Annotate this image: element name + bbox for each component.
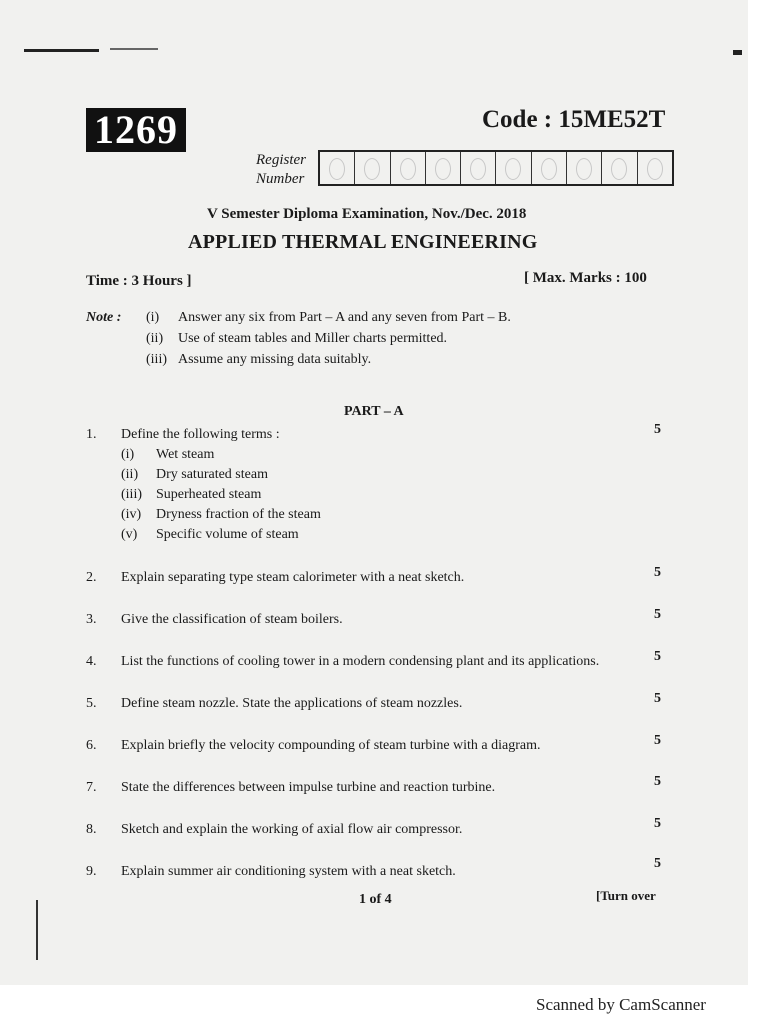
register-digit-box — [461, 152, 496, 184]
register-digit-box — [532, 152, 567, 184]
register-digit-box — [391, 152, 426, 184]
question-1-marks: 5 — [654, 422, 661, 437]
register-digit-box — [426, 152, 461, 184]
exam-title: V Semester Diploma Examination, Nov./Dec. 2018 — [207, 206, 527, 222]
register-digit-box — [355, 152, 390, 184]
register-number-label: Register Number — [256, 152, 306, 187]
note-item: (i) Answer any six from Part – A and any seven from Part – B. — [146, 310, 511, 325]
faint-digit-mark — [400, 158, 416, 180]
scan-mark-top-left — [24, 49, 99, 52]
register-digit-box — [496, 152, 531, 184]
register-digit-box — [638, 152, 672, 184]
register-digit-box — [602, 152, 637, 184]
sub-item: (i) Wet steam — [121, 447, 215, 462]
turn-over-note: [Turn over — [596, 888, 656, 903]
question-8-marks: 5 — [654, 816, 661, 831]
faint-digit-mark — [611, 158, 627, 180]
faint-digit-mark — [470, 158, 486, 180]
max-marks: [ Max. Marks : 100 — [524, 270, 647, 286]
faint-digit-mark — [435, 158, 451, 180]
register-digit-box — [567, 152, 602, 184]
scan-mark-top-left-faint — [110, 48, 158, 50]
faint-digit-mark — [329, 158, 345, 180]
question-7-marks: 5 — [654, 774, 661, 789]
note-item: (ii) Use of steam tables and Miller charts permitted. — [146, 331, 448, 346]
sub-item: (v) Specific volume of steam — [121, 527, 299, 542]
scan-mark-top-right — [733, 50, 742, 55]
faint-digit-mark — [647, 158, 663, 180]
sub-item: (ii) Dry saturated steam — [121, 467, 268, 482]
question-6-marks: 5 — [654, 733, 661, 748]
question-5-marks: 5 — [654, 691, 661, 706]
exam-sheet: 1269 Code : 15ME52T Register Number V Semester Diploma Examination, Nov./Dec. 2018 APPLIED THERMAL ENGINEERING Time : 3 Hours ] [ Max. Marks : 100 Note : (i) Answer any six from Part – A and any seven from Part – B. (ii) Use of steam tables and Miller charts permitted. (iii) Assume any missing data suitably. PART – A 1. Define the following terms : 5 (i) Wet steam (ii) Dry saturated steam (iii) Superheated steam (iv) Dryness fraction of the steam (v) Specific volume of steam 2. Explain separating type steam calorimeter with a neat sketch. 5 3. Give the classification of steam boilers. 5 4. List the functions of cooling tower in a modern condensing plant and its applications. 5 5. Define steam nozzle. State the applications of steam nozzles. 5 6. Explain briefly the velocity compounding of steam turbine with a diagram. 5 7. State the differences between impulse turbine and reaction turbine. 5 8. Sketch and explain the working of axial flow air compressor. 5 9. Explain summer air conditioning system with a neat sketch. 5 1 of 4 [Turn over — [0, 0, 748, 985]
sub-item: (iii) Superheated steam — [121, 487, 262, 502]
register-number-boxes — [318, 150, 674, 186]
faint-digit-mark — [364, 158, 380, 180]
subject-title: APPLIED THERMAL ENGINEERING — [188, 231, 538, 253]
faint-digit-mark — [505, 158, 521, 180]
question-3-marks: 5 — [654, 607, 661, 622]
faint-digit-mark — [541, 158, 557, 180]
scanner-watermark: Scanned by CamScanner — [536, 995, 706, 1014]
page-number: 1 of 4 — [359, 892, 392, 907]
question-9-marks: 5 — [654, 856, 661, 871]
subject-code: Code : 15ME52T — [482, 106, 666, 133]
scan-edge-mark — [36, 900, 38, 960]
sub-item: (iv) Dryness fraction of the steam — [121, 507, 321, 522]
paper-number-badge: 1269 — [86, 108, 186, 152]
question-4-marks: 5 — [654, 649, 661, 664]
time-allowed: Time : 3 Hours ] — [86, 273, 192, 289]
register-digit-box — [320, 152, 355, 184]
note-label: Note : — [86, 310, 122, 325]
note-item: (iii) Assume any missing data suitably. — [146, 352, 372, 367]
part-a-heading: PART – A — [344, 404, 404, 419]
question-2-marks: 5 — [654, 565, 661, 580]
faint-digit-mark — [576, 158, 592, 180]
